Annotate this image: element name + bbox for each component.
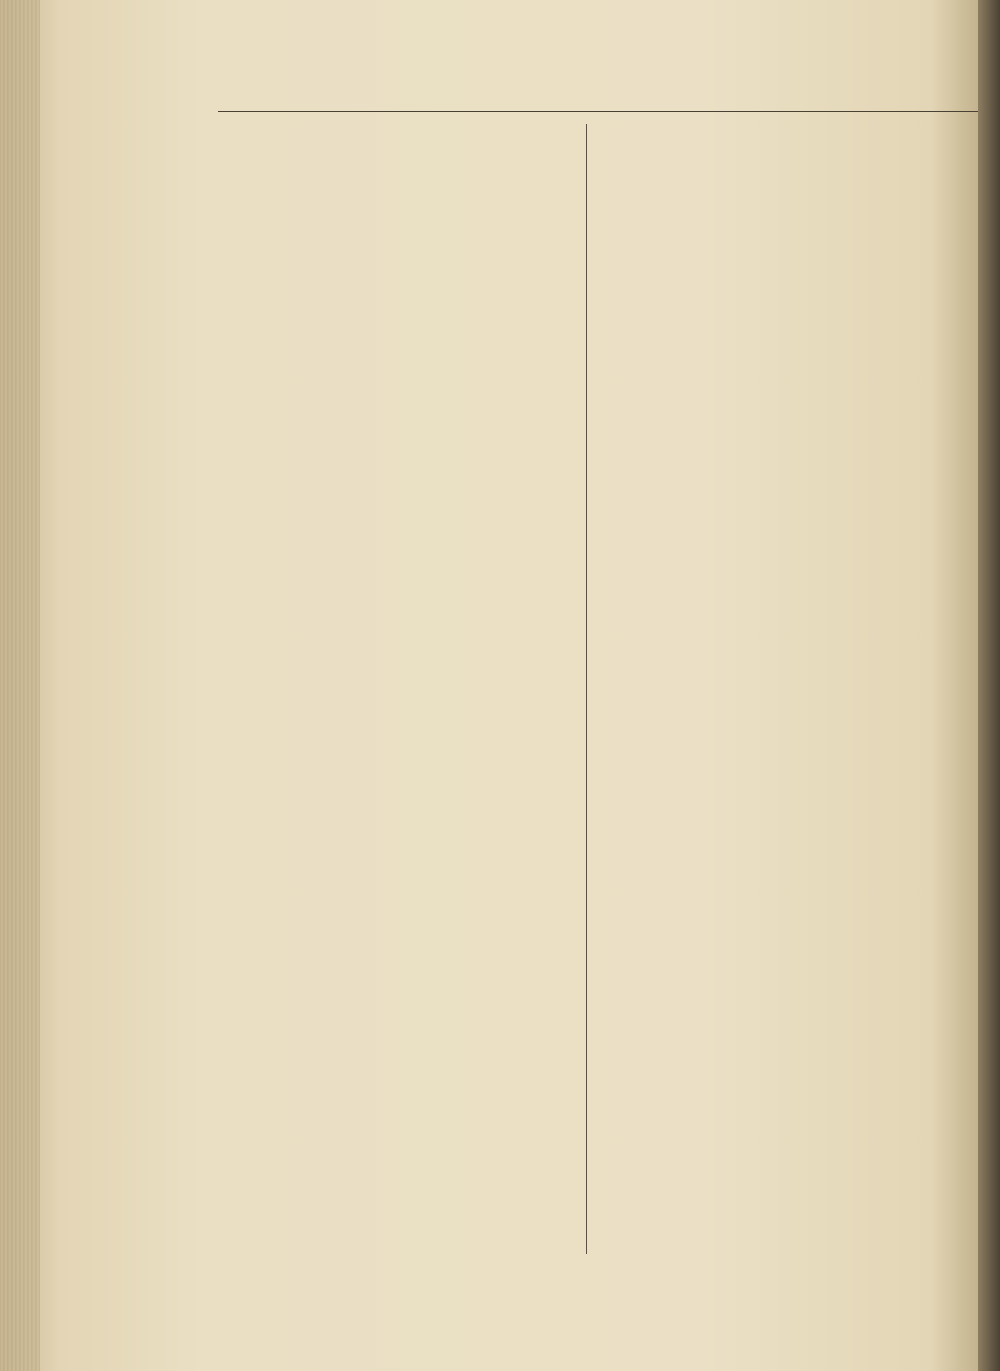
advertisement-header <box>220 26 980 96</box>
column-divider <box>586 124 587 1254</box>
book-spine-shadow <box>978 0 1000 1371</box>
header-rule <box>218 111 978 112</box>
book-page-edges <box>0 0 40 1371</box>
